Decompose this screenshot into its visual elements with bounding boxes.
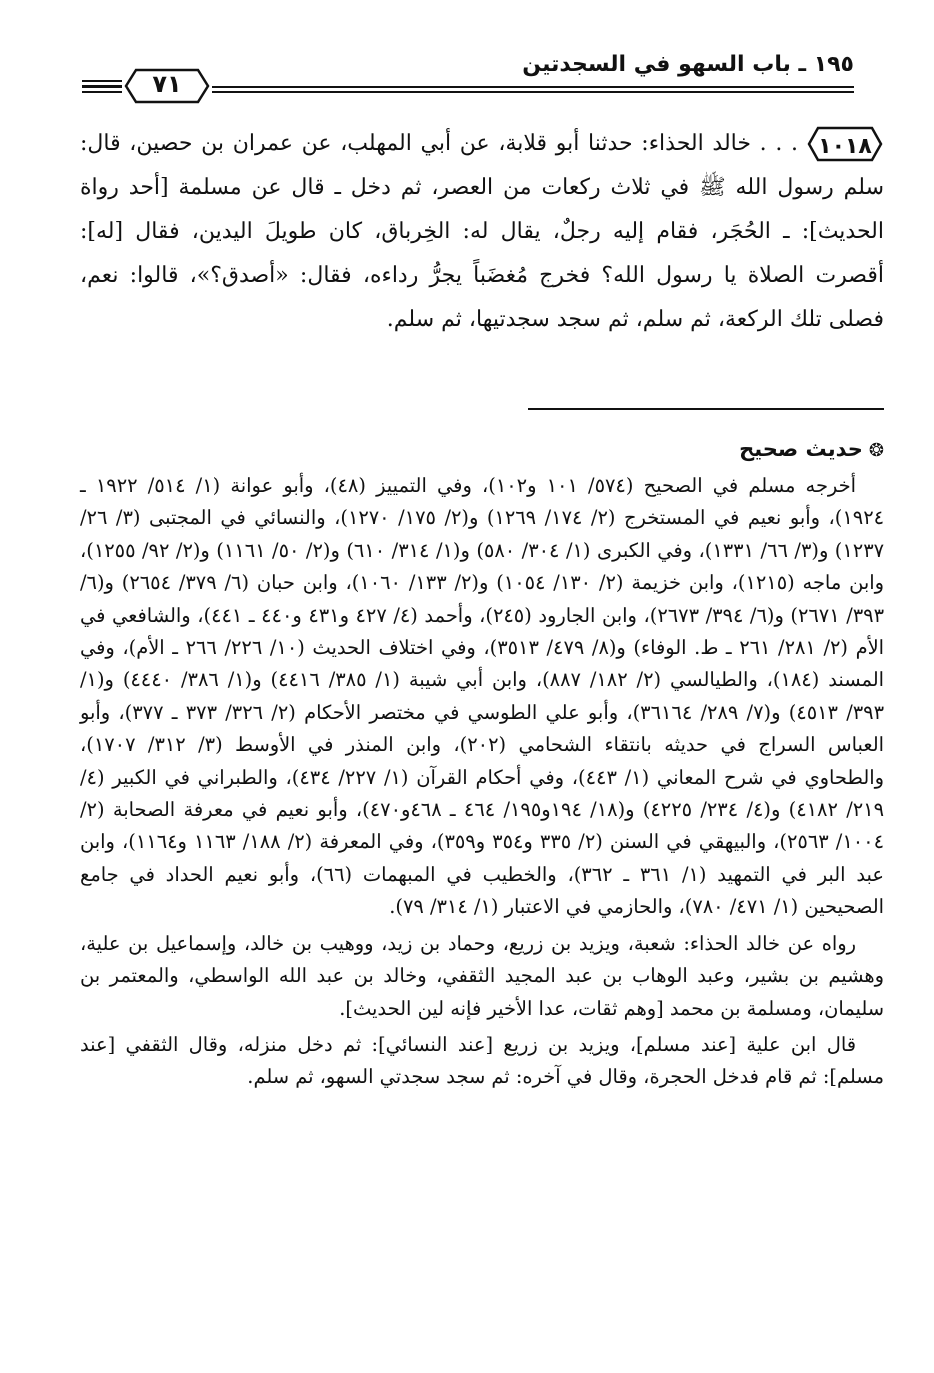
takhrij-paragraph: أخرجه مسلم في الصحيح (٥٧٤/ ١٠١ و١٠٢)، وفي التمييز (٤٨)، وأبو عوانة (١/ ٥١٤/ ١٩٢٢ ـ ١٩٢٤)، وأبو نعيم في المستخرج (٢/ ١٧٤/ ١٢٦٩) و(٢/ ١٧٥/ ١٢٧٠)، والنسائي في المجتبى (٣/ ٢٦/ ١٢٣٧) و(٣/ ٦٦/ ١٣٣١)، وفي الكبرى (١/ ٣٠٤/ ٥٨٠) و(١/ ٣١٤/ ٦١٠) و(٢/ ٥٠/ ١١٦١) و(٢/ ٩٢/ ١٢٥٥)، وابن ماجه (١٢١٥)، وابن خزيمة (٢/ ١٣٠/ ١٠٥٤) و(٢/ ١٣٣/ ١٠٦٠)، وابن حبان (٦/ ٣٧٩/ ٢٦٥٤) و(٦/ ٣٩٣/ ٢٦٧١) و(٦/ ٣٩٤/ ٢٦٧٣)، وابن الجارود (٢٤٥)، وأحمد (٤/ ٤٢٧ و٤٣١ و٤٤٠ ـ ٤٤١)، والشافعي في الأم (٢/ ٢٨١/ ٢٦١ ـ ط. الوفاء) و(٨/ ٤٧٩/ ٣٥١٣)، وفي اختلاف الحديث (١٠/ ٢٢٦/ ٢٦٦ ـ الأم)، وفي المسند (١٨٤)، والطيالسي (٢/ ١٨٢/ ٨٨٧)، وابن أبي شيبة (١/ ٣٨٥/ ٤٤١٦) و(١/ ٣٨٦/ ٤٤٤٠) و(١/ ٣٩٣/ ٤٥١٣) و(٧/ ٢٨٩/ ٣٦١٦٤)، وأبو علي الطوسي في مختصر الأحكام (٢/ ٣٢٦/ ٣٧٣ ـ ٣٧٧)، وأبو العباس السراج في حديثه بانتقاء الشحامي (٢٠٢)، وابن المنذر في الأوسط (٣/ ٣١٢/ ١٧٠٧)، والطحاوي في شرح المعاني (١/ ٤٤٣)، وفي أحكام القرآن (١/ ٢٢٧/ ٤٣٤)، والطبراني في الكبير (٤/ ٢١٩/ ٤١٨٢) و(٤/ ٢٣٤/ ٤٢٢٥) و(١٨/ ١٩٤و١٩٥/ ٤٦٤ ـ ٤٦٨و٤٧٠)، وأبو نعيم في معرفة الصحابة (٢/ ١٠٠٤/ ٢٥٦٣)، والبيهقي في السنن (٢/ ٣٣٥ و٣٥٤ و٣٥٩)، وفي المعرفة (٢/ ١٨٨/ ١١٦٣ و١١٦٤)، وابن عبد البر في التمهيد (١/ ٣٦١ ـ ٣٦٢)، والخطيب في المبهمات (٦٦)، وأبو نعيم الحداد في جامع الصحيحين (١/ ٤٧١/ ٧٨٠)، والحازمي في الاعتبار (١/ ٣١٤/ ٧٩). [80, 474, 885, 919]
page-number-badge [122, 64, 212, 108]
hadith-number: ١٠١٨ [818, 134, 872, 159]
hadith-grade [80, 432, 884, 468]
variants-paragraph: قال ابن علية [عند مسلم]، ويزيد بن زريع [عند النسائي]: ثم دخل منزله، وقال الثقفي [عند مسلم]: ثم قام فدخل الحجرة، وقال في آخره: ثم سجد سجدتي السهو، ثم سلم. [80, 1032, 884, 1089]
section-separator [528, 408, 884, 410]
chapter-title: ١٩٥ ـ باب السهو في السجدتين [522, 52, 854, 77]
page-number: ٧١ [152, 70, 182, 98]
hadith-text: . . . خالد الحذاء: حدثنا أبو قلابة، عن أبي المهلب، عن عمران بن حصين، قال: سلم رسول الله ﷺ في ثلاث ركعات من العصر، ثم دخل ـ قال عن مسلمة [أحد رواة الحديث]: ـ الحُجَر، فقام إليه رجلٌ، يقال له: الخِرباق، كان طويلَ اليدين، فقال [له]: أقصرت الصلاة يا رسول الله؟ فخرج مُغضَباً يجرُّ رداءه، فقال: «أصدق؟»، قالوا: نعم، فصلى تلك الركعة، ثم سلم، ثم سجد سجدتيها، ثم سلم. [80, 131, 884, 332]
header-side-lines [82, 80, 122, 94]
running-header [82, 46, 854, 102]
hadith-block [80, 122, 884, 342]
hadith-number-badge [806, 124, 884, 164]
bullet-icon: ❂ [868, 440, 884, 461]
grade-label: حديث صحيح [739, 437, 863, 461]
takhrij-section [80, 470, 884, 1094]
narrators-paragraph: رواه عن خالد الحذاء: شعبة، ويزيد بن زريع، وحماد بن زيد، ووهيب بن خالد، وإسماعيل بن علية، وهشيم بن بشير، وعبد الوهاب بن عبد المجيد الثقفي، وخالد بن عبد الله الواسطي، والمعتمر بن سليمان، ومسلمة بن محمد [وهم ثقات، عدا الأخير فإنه لين الحديث]. [80, 931, 884, 1020]
